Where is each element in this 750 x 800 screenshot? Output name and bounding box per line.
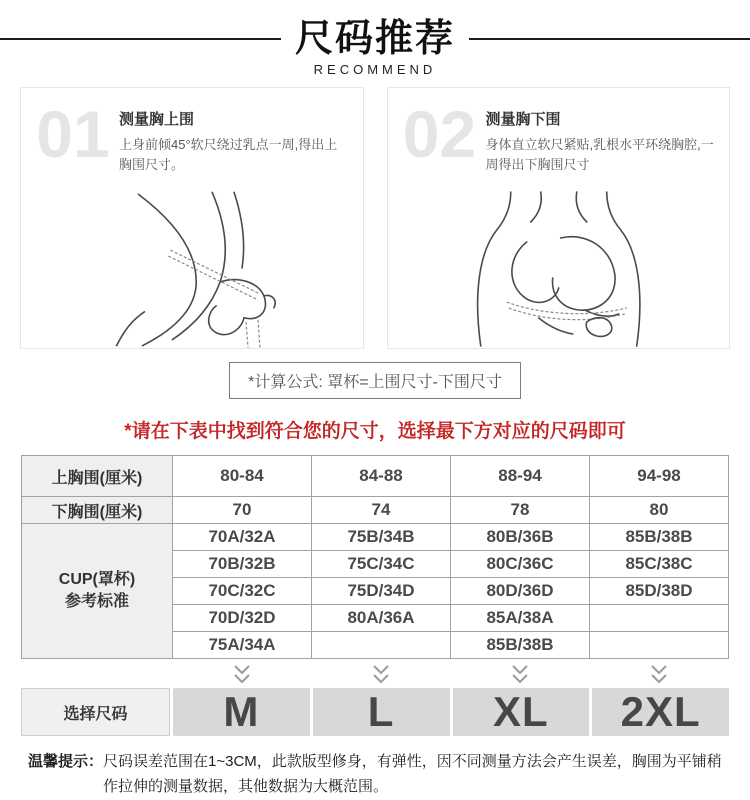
page-title: 尺码推荐 xyxy=(295,18,456,60)
figure-upright-icon xyxy=(388,190,730,348)
cell-cup-size: 85D/38D xyxy=(590,578,729,605)
step-card-upper-bust xyxy=(20,87,364,349)
header xyxy=(0,0,750,77)
cell-upper-bust-range: 80-84 xyxy=(173,456,312,497)
cell-cup-size: 85B/38B xyxy=(451,632,590,659)
page-subtitle: RECOMMEND xyxy=(313,62,437,77)
cell-cup-size: 75D/34D xyxy=(312,578,451,605)
warm-tips xyxy=(0,736,750,800)
size-option-l[interactable]: L xyxy=(313,688,450,736)
step-number: 01 xyxy=(36,97,110,171)
chevron-down-icon xyxy=(369,664,393,686)
step-number: 02 xyxy=(402,97,477,171)
chevron-down-icon xyxy=(230,664,254,686)
row-header-cup: CUP(罩杯) 参考标准 xyxy=(22,524,173,659)
size-option-m[interactable]: M xyxy=(173,688,310,736)
size-option-xl[interactable]: XL xyxy=(453,688,590,736)
table-row xyxy=(22,497,729,524)
chevron-down-icon xyxy=(647,664,671,686)
table-row xyxy=(22,524,729,551)
step-description: 身体直立软尺紧贴,乳根水平环绕胸腔,一周得出下胸围尺寸 xyxy=(485,137,714,173)
cell-cup-size: 80B/36B xyxy=(451,524,590,551)
step-card-under-bust xyxy=(387,87,731,349)
measurement-steps xyxy=(0,77,750,349)
table-row xyxy=(22,456,729,497)
cell-under-bust-value: 74 xyxy=(312,497,451,524)
cell-cup-size: 85C/38C xyxy=(590,551,729,578)
cell-cup-size: 70D/32D xyxy=(173,605,312,632)
cell-cup-size: 85B/38B xyxy=(590,524,729,551)
row-header-under-bust: 下胸围(厘米) xyxy=(22,497,173,524)
title-divider-right xyxy=(469,38,750,40)
title-row xyxy=(0,0,750,58)
cup-formula: *计算公式: 罩杯=上围尺寸-下围尺寸 xyxy=(229,362,521,399)
cell-cup-size: 80C/36C xyxy=(451,551,590,578)
cell-cup-size: 85A/38A xyxy=(451,605,590,632)
cell-cup-size xyxy=(312,632,451,659)
warm-tips-text: 尺码误差范围在1~3CM，此款版型修身，有弹性，因不同测量方法会产生误差，胸围为平铺稍作拉伸的测量数据，其他数据为大概范围。 xyxy=(103,753,722,795)
upper-bust-measure-illustration xyxy=(21,190,363,348)
title-divider-left xyxy=(0,38,281,40)
table-instruction: *请在下表中找到符合您的尺寸，选择最下方对应的尺码即可 xyxy=(124,421,626,442)
cell-upper-bust-range: 88-94 xyxy=(451,456,590,497)
size-selection-label: 选择尺码 xyxy=(21,688,170,736)
step-description: 上身前倾45°软尺绕过乳点一周,得出上胸围尺寸。 xyxy=(119,137,338,173)
cell-cup-size xyxy=(590,632,729,659)
cell-upper-bust-range: 84-88 xyxy=(312,456,451,497)
cell-cup-size: 70C/32C xyxy=(173,578,312,605)
cell-cup-size xyxy=(590,605,729,632)
size-selection-row xyxy=(21,688,729,736)
chevron-row xyxy=(21,664,729,686)
cell-under-bust-value: 70 xyxy=(173,497,312,524)
cell-cup-size: 75A/34A xyxy=(173,632,312,659)
row-header-upper-bust: 上胸围(厘米) xyxy=(22,456,173,497)
step-title: 测量胸下围 xyxy=(485,111,561,128)
cell-cup-size: 80D/36D xyxy=(451,578,590,605)
cell-upper-bust-range: 94-98 xyxy=(590,456,729,497)
cell-cup-size: 75B/34B xyxy=(312,524,451,551)
cell-cup-size: 70A/32A xyxy=(173,524,312,551)
formula-section xyxy=(0,362,750,399)
figure-leaning-forward-icon xyxy=(21,190,363,348)
warm-tips-label: 温馨提示： xyxy=(28,753,104,770)
step-title: 测量胸上围 xyxy=(119,111,195,128)
under-bust-measure-illustration xyxy=(388,190,730,348)
cell-under-bust-value: 78 xyxy=(451,497,590,524)
chevron-down-icon xyxy=(508,664,532,686)
cell-cup-size: 75C/34C xyxy=(312,551,451,578)
cell-under-bust-value: 80 xyxy=(590,497,729,524)
cell-cup-size: 80A/36A xyxy=(312,605,451,632)
cell-cup-size: 70B/32B xyxy=(173,551,312,578)
size-option-2xl[interactable]: 2XL xyxy=(592,688,729,736)
size-chart-table xyxy=(21,455,729,659)
